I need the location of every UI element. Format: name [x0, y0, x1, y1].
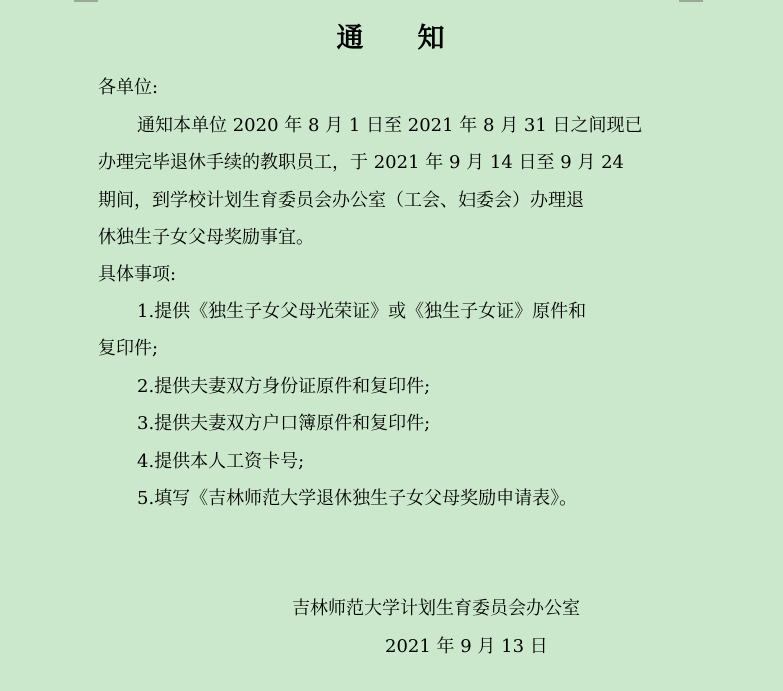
body-line-2: 办理完毕退休手续的教职员工，于 2021 年 9 月 14 日至 9 月 24: [98, 152, 625, 173]
signature-date: 2021 年 9 月 13 日: [385, 636, 548, 657]
body-line-1: 通知本单位 2020 年 8 月 1 日至 2021 年 8 月 31 日之间现已: [137, 115, 643, 136]
title-char-1: 通: [336, 23, 366, 54]
list-item-1-continued: 复印件;: [98, 338, 159, 359]
list-item-2: 2.提供夫妻双方身份证原件和复印件;: [137, 376, 431, 397]
title-char-2: 知: [417, 23, 447, 54]
page-corner-mark-left: [74, 0, 98, 2]
signature-office: 吉林师范大学计划生育委员会办公室: [292, 598, 580, 619]
list-item-4: 4.提供本人工资卡号;: [137, 451, 305, 472]
body-line-4: 休独生子女父母奖励事宜。: [98, 227, 314, 248]
greeting: 各单位:: [98, 77, 159, 98]
items-heading: 具体事项:: [98, 264, 177, 285]
list-item-1: 1.提供《独生子女父母光荣证》或《独生子女证》原件和: [137, 301, 587, 322]
page-corner-mark-right: [679, 0, 703, 2]
list-item-3: 3.提供夫妻双方户口簿原件和复印件;: [137, 413, 431, 434]
list-item-5: 5.填写《吉林师范大学退休独生子女父母奖励申请表》。: [137, 488, 578, 509]
document-title: [0, 16, 783, 55]
body-line-3: 期间，到学校计划生育委员会办公室（工会、妇委会）办理退: [98, 190, 584, 211]
